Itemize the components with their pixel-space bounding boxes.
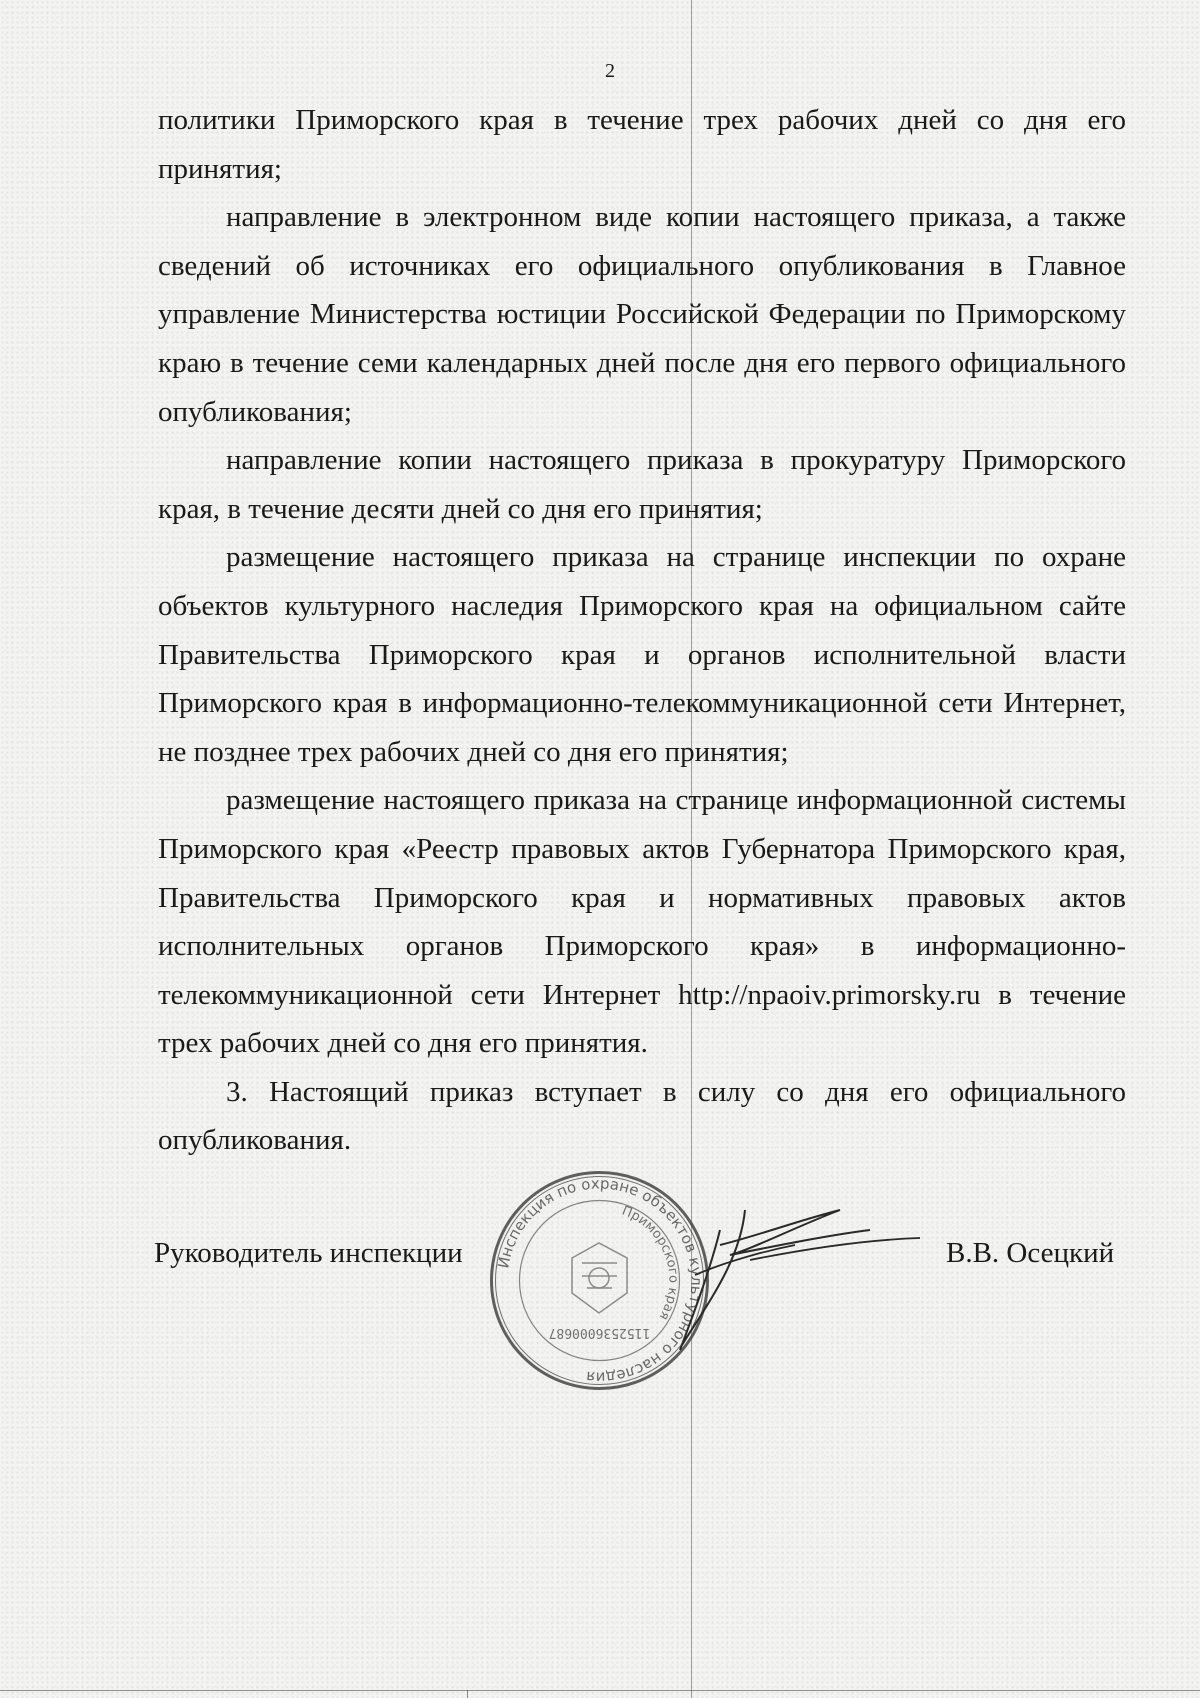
signatory-title: Руководитель инспекции [154,1237,463,1269]
scan-bottom-edge [0,1690,1200,1691]
seal-inner-text: Приморского края [619,1203,681,1323]
handwritten-signature [600,1150,930,1380]
seal-outer-text: Инспекция по охране объектов культурного наследия [494,1174,706,1387]
document-body [158,96,1126,1165]
page-number: 2 [605,60,615,82]
paragraph-continuation: политики Приморского края в течение трех рабочих дней со дня его принятия; [158,104,1126,185]
paragraph-website-posting: размещение настоящего приказа на странице инспекции по охране объектов культурного наследия Приморского края на официальном сайте Правительства Приморского края и органов исполнительной власти Приморского края в информационно-телекоммуникационной сети Интернет, не позднее трех рабочих дней со дня его принятия; [158,541,1126,768]
signatory-name: В.В. Осецкий [946,1237,1115,1269]
paragraph-effective-date: 3. Настоящий приказ вступает в силу со дня его официального опубликования. [158,1075,1126,1157]
paragraph-prosecutor-copy: направление копии настоящего приказа в прокуратуру Приморского края, в течение десяти дней со дня его принятия; [158,444,1126,525]
scan-bottom-tick [467,1690,468,1698]
paragraph-registry-posting: размещение настоящего приказа на странице информационной системы Приморского края «Реестр правовых актов Губернатора Приморского края, Правительства Приморского края и нормативных правовых актов исполнительных органов Приморского края» в информационно-телекоммуникационной сети Интернет http://npaoiv.primorsky.ru в течение трех рабочих дней со дня его принятия. [158,784,1126,1060]
seal-number: 1152536000687 [548,1325,651,1340]
paragraph-electronic-copy: направление в электронном виде копии настоящего приказа, а также сведений об источниках его официального опубликования в Главное управление Министерства юстиции Российской Федерации по Приморскому краю в течение семи календарных дней после дня его первого официального опубликования; [158,201,1126,428]
